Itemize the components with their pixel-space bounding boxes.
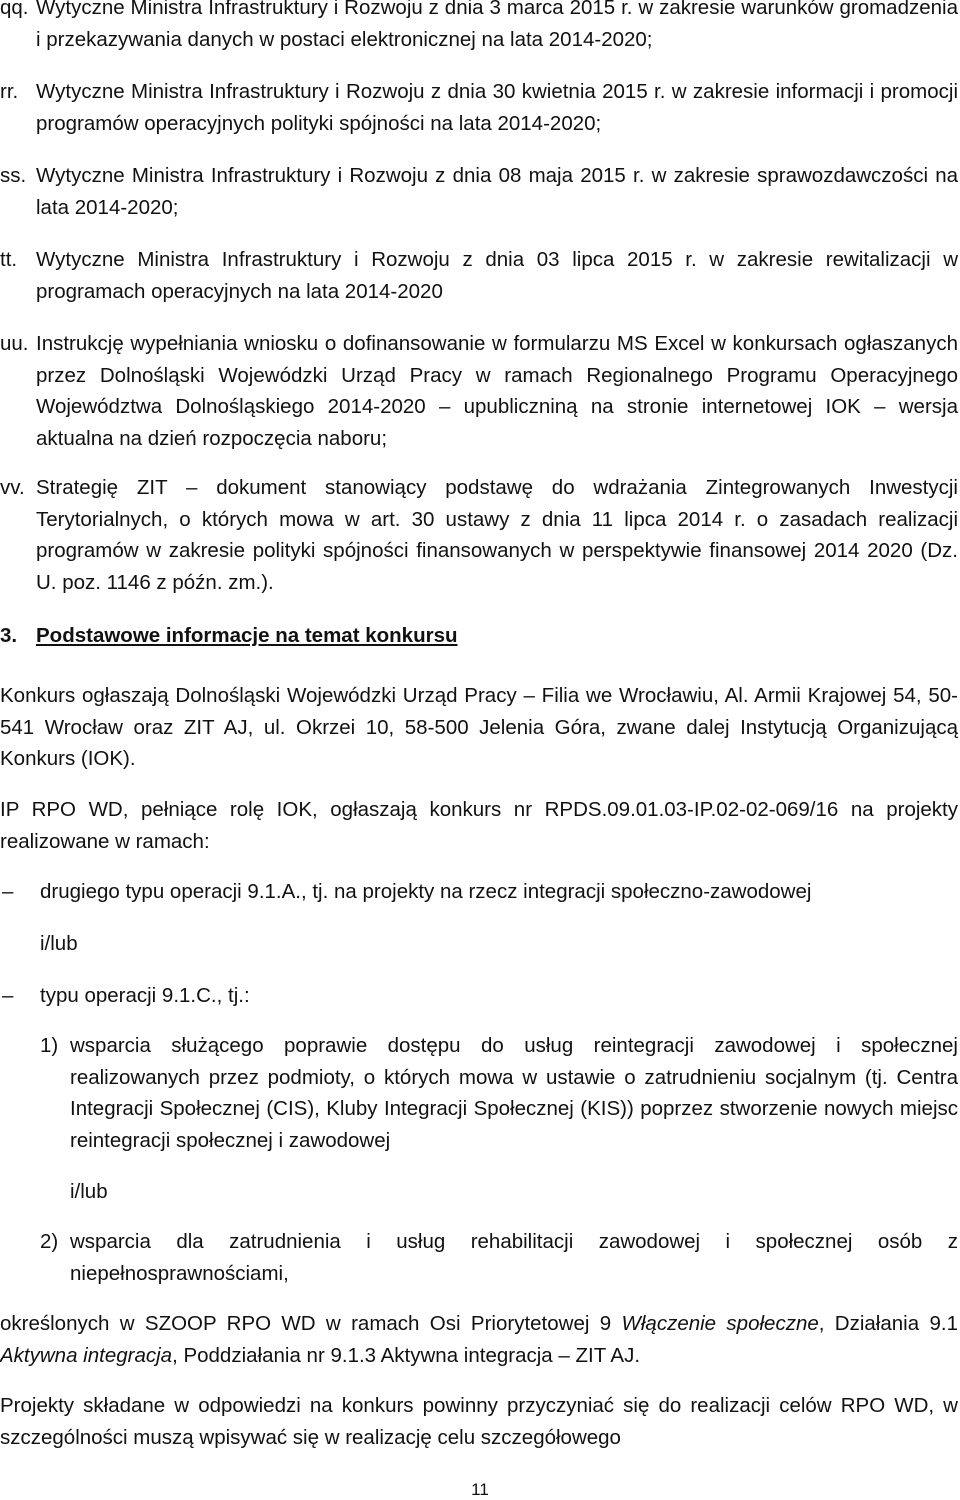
dash-bullet: – <box>2 984 14 1007</box>
list-marker: ss. <box>0 164 27 187</box>
list-item-text: Wytyczne Ministra Infrastruktury i Rozwoju z dnia 30 kwietnia 2015 r. w zakresie informacji i promocji programów operacyjnych polityki spójności na lata 2014-2020; <box>36 80 958 135</box>
item-number: 1) <box>40 1034 59 1057</box>
dash-bullet: – <box>2 880 14 903</box>
list-item <box>0 244 958 307</box>
numbered-item <box>40 1030 958 1156</box>
i-lub-connector: i/lub <box>70 1180 108 1203</box>
list-item <box>0 472 958 598</box>
numbered-item-text: wsparcia dla zatrudnienia i usług rehabilitacji zawodowej i społecznej osób z niepełnosprawnościami, <box>70 1230 958 1285</box>
dash-item-text: typu operacji 9.1.C., tj.: <box>40 984 250 1007</box>
list-marker: qq. <box>0 0 29 19</box>
text-run: , Poddziałania nr 9.1.3 Aktywna integracja – ZIT AJ. <box>172 1343 641 1367</box>
i-lub-connector: i/lub <box>40 932 78 955</box>
list-marker: rr. <box>0 80 19 103</box>
page-number: 11 <box>471 1480 489 1499</box>
section-number: 3. <box>0 624 18 647</box>
list-marker: uu. <box>0 332 29 355</box>
list-marker: vv. <box>0 476 25 499</box>
list-item <box>0 328 958 454</box>
priority-axis-name: Włączenie społeczne <box>621 1312 819 1335</box>
list-item <box>0 76 958 139</box>
list-item-text: Wytyczne Ministra Infrastruktury i Rozwoju z dnia 3 marca 2015 r. w zakresie warunków gromadzenia i przekazywania danych w postaci elektronicznej na lata 2014-2020; <box>36 0 958 51</box>
dash-item-text: drugiego typu operacji 9.1.A., tj. na projekty na rzecz integracji społeczno-zawodowej <box>40 880 812 903</box>
paragraph-ip: IP RPO WD, pełniące rolę IOK, ogłaszają konkurs nr RPDS.09.01.03-IP.02-02-069/16 na projekty realizowane w ramach: <box>0 798 958 853</box>
text-run: , Działania 9.1 <box>818 1312 958 1335</box>
paragraph-konkurs: Konkurs ogłaszają Dolnośląski Wojewódzki Urząd Pracy – Filia we Wrocławiu, Al. Armii Krajowej 54, 50-541 Wrocław oraz ZIT AJ, ul. Okrzei 10, 58-500 Jelenia Góra, zwane dalej Instytucją Organizującą Konkurs (IOK). <box>0 684 958 770</box>
paragraph-okreslonych <box>0 1308 958 1371</box>
dash-list-item <box>0 980 958 1012</box>
list-marker: tt. <box>0 248 18 271</box>
list-item-text: Strategię ZIT – dokument stanowiący podstawę do wdrażania Zintegrowanych Inwestycji Terytorialnych, o których mowa w art. 30 ustawy z dnia 11 lipca 2014 r. o zasadach realizacji programów w zakresie polityki spójności finansowanych w perspektywie finansowej 2014 2020 (Dz. U. poz. 1146 z późn. zm.). <box>36 476 958 594</box>
numbered-item <box>40 1226 958 1289</box>
list-item-text: Wytyczne Ministra Infrastruktury i Rozwoju z dnia 03 lipca 2015 r. w zakresie rewitalizacji w programach operacyjnych na lata 2014-2020 <box>36 248 958 303</box>
list-item <box>0 160 958 223</box>
list-item-text: Instrukcję wypełniania wniosku o dofinansowanie w formularzu MS Excel w konkursach ogłaszanych przez Dolnośląski Wojewódzki Urząd Pracy w ramach Regionalnego Programu Operacyjnego Województwa Dolnośląskiego 2014-2020 – upubliczniną na stronie internetowej IOK – wersja aktualna na dzień rozpoczęcia naboru; <box>36 332 958 450</box>
section-title: Podstawowe informacje na temat konkursu <box>36 624 458 647</box>
numbered-item-text: wsparcia służącego poprawie dostępu do usług reintegracji zawodowej i społecznej realizowanych przez podmioty, o których mowa w ustawie o zatrudnieniu socjalnym (tj. Centra Integracji Społecznej (CIS), Kluby Integracji Społecznej (KIS)) poprzez stworzenie nowych miejsc reintegracji społecznej i zawodowej <box>70 1034 958 1152</box>
list-item-text: Wytyczne Ministra Infrastruktury i Rozwoju z dnia 08 maja 2015 r. w zakresie sprawozdawczości na lata 2014-2020; <box>36 164 958 219</box>
item-number: 2) <box>40 1230 59 1253</box>
paragraph-projekty: Projekty składane w odpowiedzi na konkurs powinny przyczyniać się do realizacji celów RPO WD, w szczególności muszą wpisywać się w realizację celu szczegółowego <box>0 1394 958 1449</box>
text-run: określonych w SZOOP RPO WD w ramach Osi Priorytetowej 9 <box>0 1312 622 1335</box>
list-item <box>0 0 958 55</box>
section-heading <box>0 620 458 652</box>
dash-list-item <box>0 876 958 908</box>
action-name: Aktywna integracja <box>0 1343 173 1367</box>
